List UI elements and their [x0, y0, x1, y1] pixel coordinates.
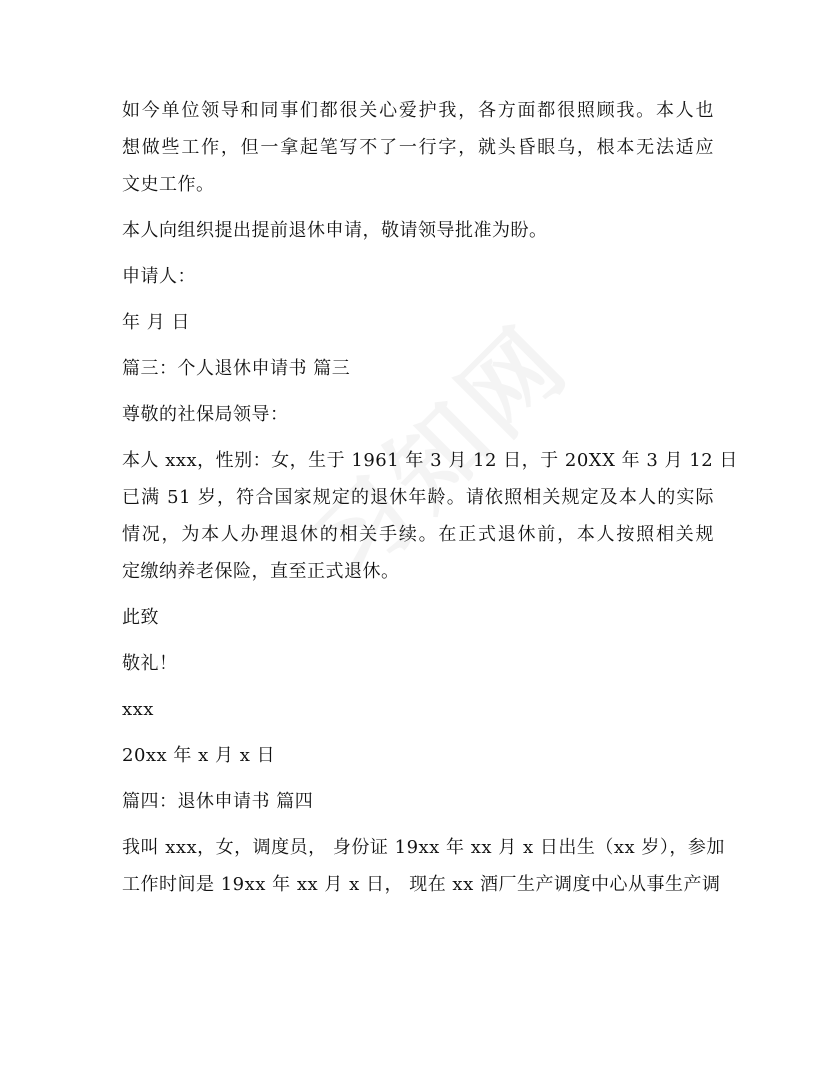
text-line: 我叫 xxx，女，调度员， 身份证 19xx 年 xx 月 x 日出生（xx 岁），参加 [122, 837, 725, 858]
paragraph-gap [122, 820, 714, 829]
paragraph-gap [122, 387, 714, 396]
paragraph [122, 304, 714, 341]
text-line: 尊敬的社保局领导： [122, 404, 289, 425]
paragraph-gap [122, 433, 714, 442]
text-line: 已满 51 岁，符合国家规定的退休年龄。请依照相关规定及本人的实际 [122, 487, 714, 508]
paragraph [122, 829, 725, 903]
text-line: 本人 xxx，性别：女，生于 1961 年 3 月 12 日，于 20XX 年 3 月 12 日 [122, 450, 738, 471]
paragraph [122, 258, 714, 295]
text-line: 篇四：退休申请书 篇四 [122, 791, 314, 812]
paragraph-gap [122, 249, 714, 258]
paragraph-gap [122, 774, 714, 783]
text-line: 文史工作。 [122, 174, 215, 195]
paragraph [122, 737, 714, 774]
text-line: 想做些工作，但一拿起笔写不了一行字，就头昏眼乌，根本无法适应 [122, 137, 714, 158]
text-line: 此致 [122, 607, 159, 628]
paragraph-gap [122, 590, 714, 599]
paragraph-gap [122, 295, 714, 304]
paragraph-gap [122, 636, 714, 645]
text-line: 篇三：个人退休申请书 篇三 [122, 358, 351, 379]
text-line: xxx [122, 699, 154, 720]
text-line: 敬礼！ [122, 653, 178, 674]
document-body [122, 92, 738, 903]
paragraph [122, 442, 738, 590]
text-line: 本人向组织提出提前退休申请，敬请领导批准为盼。 [122, 220, 548, 241]
paragraph [122, 599, 714, 636]
text-line: 情况，为本人办理退休的相关手续。在正式退休前，本人按照相关规 [122, 524, 714, 545]
paragraph [122, 691, 714, 728]
text-line: 如今单位领导和同事们都很关心爱护我，各方面都很照顾我。本人也 [122, 100, 714, 121]
paragraph [122, 212, 714, 249]
text-line: 年 月 日 [122, 312, 190, 333]
text-line: 20xx 年 x 月 x 日 [122, 745, 276, 766]
paragraph-gap [122, 728, 714, 737]
text-line: 申请人： [122, 266, 196, 287]
paragraph [122, 396, 714, 433]
text-line: 定缴纳养老保险，直至正式退休。 [122, 561, 400, 582]
text-line: 工作时间是 19xx 年 xx 月 x 日， 现在 xx 酒厂生产调度中心从事生产调 [122, 874, 721, 895]
paragraph [122, 350, 714, 387]
paragraph-gap [122, 203, 714, 212]
paragraph [122, 92, 714, 203]
paragraph-gap [122, 682, 714, 691]
paragraph [122, 645, 714, 682]
paragraph-gap [122, 341, 714, 350]
paragraph [122, 783, 714, 820]
